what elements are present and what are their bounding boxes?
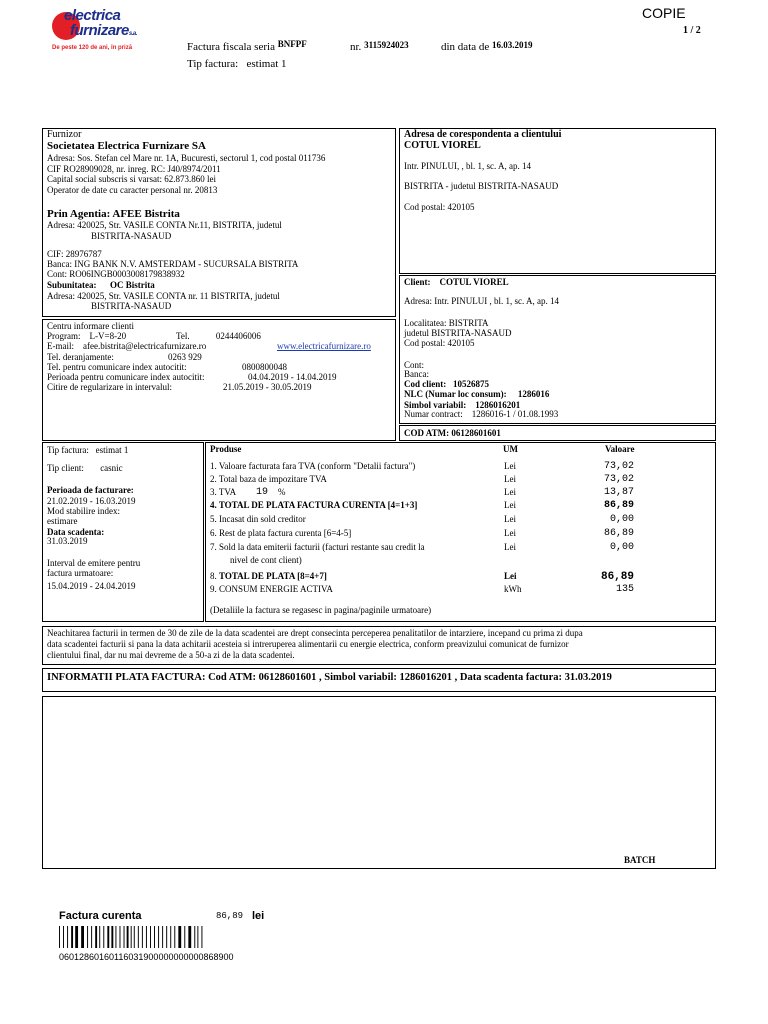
left-type-line <box>47 445 128 455</box>
email-line <box>47 341 206 351</box>
product-value: 73,02 <box>603 474 634 485</box>
logo-tagline: De peste 120 de ani, în priză <box>52 45 133 51</box>
client-locality: Localitatea: BISTRITA <box>404 318 489 328</box>
period-label: Perioada de facturare: <box>47 485 134 495</box>
product-value: 0,00 <box>609 542 634 553</box>
payment-barcode <box>59 926 266 948</box>
product-um: Lei <box>504 474 516 484</box>
client-code-line <box>404 379 489 389</box>
product-row <box>210 514 710 527</box>
invoice-header-line <box>187 41 307 54</box>
product-value: 0,00 <box>609 514 634 525</box>
client-code-label: Cod client: <box>404 379 447 389</box>
left-type-value: estimat 1 <box>95 445 129 455</box>
product-value: 135 <box>615 584 634 595</box>
product-um: Lei <box>504 487 516 497</box>
atm-line <box>404 428 501 438</box>
client-address: Adresa: Intr. PINULUI , bl. 1, sc. A, ap. 14 <box>404 296 559 306</box>
invoice-date-label: din data de <box>441 41 490 53</box>
product-label: 6. Rest de plata factura curenta [6=4-5] <box>210 528 352 538</box>
product-value: 13,87 <box>603 487 634 498</box>
contract-value: 1286016-1 / 01.08.1993 <box>471 409 559 419</box>
correspondence-postal: Cod postal: 420105 <box>404 202 475 212</box>
agency-bank: Banca: ING BANK N.V. AMSTERDAM - SUCURSALA BISTRITA <box>47 259 299 269</box>
products-header-produse: Produse <box>210 444 242 454</box>
nlc-line <box>404 389 549 399</box>
next-interval-label-2: factura urmatoare: <box>47 568 114 578</box>
client-line <box>404 277 509 287</box>
correspondence-name: COTUL VIOREL <box>404 140 481 151</box>
agency-name: Prin Agentia: AFEE Bistrita <box>47 208 180 220</box>
payment-info: INFORMATII PLATA FACTURA: Cod ATM: 06128601601 , Simbol variabil: 1286016201 , Data scadenta factura: 31.03.2019 <box>47 672 612 683</box>
product-row <box>210 584 710 597</box>
tva-rate: 19 <box>256 487 269 498</box>
invoice-type: estimat 1 <box>246 58 287 70</box>
index-mode-label: Mod stabilire index: <box>47 506 120 516</box>
invoice-date-line <box>441 41 533 54</box>
subunit-label: Subunitatea: <box>47 280 97 290</box>
product-row <box>210 500 710 513</box>
regularization-value: 21.05.2019 - 30.05.2019 <box>223 382 312 392</box>
autocitit-tel-label: Tel. pentru comunicare index autocitit: <box>47 362 187 372</box>
nlc-label: NLC (Numar loc consum): <box>404 389 507 399</box>
client-type-value: casnic <box>100 463 123 473</box>
website-link[interactable]: www.electricafurnizare.ro <box>277 341 371 351</box>
product-label: 8. <box>210 571 217 581</box>
next-interval-value: 15.04.2019 - 24.04.2019 <box>47 581 136 591</box>
agency-address-2: BISTRITA-NASAUD <box>91 231 172 241</box>
email-label: E-mail: <box>47 341 74 351</box>
products-header-um: UM <box>503 444 518 454</box>
warning-line-2: data scadentei facturii si pana la data achitarii acesteia si intreruperea alimentarii cu energie electrica, conform preavizului comunicat de furnizor <box>47 639 569 649</box>
subunit-address-2: BISTRITA-NASAUD <box>91 301 172 311</box>
client-county: judetul BISTRITA-NASAUD <box>404 328 512 338</box>
warning-line-3: clientului final, dar nu mai devreme de a 50-a zi de la data scadentei. <box>47 650 295 660</box>
tva-percent: % <box>278 487 286 497</box>
product-label: 4. TOTAL DE PLATA FACTURA CURENTA [4=1+3] <box>210 500 418 510</box>
client-name: COTUL VIOREL <box>439 277 509 287</box>
simbol-label: Simbol variabil: <box>404 400 467 410</box>
batch-label: BATCH <box>624 855 656 865</box>
logo-line-2: furnizare <box>70 22 129 39</box>
product-row <box>210 461 710 474</box>
invoice-type-label: Tip factura: <box>187 58 239 70</box>
tel-line <box>176 331 261 341</box>
contract-label: Numar contract: <box>404 409 463 419</box>
autocitit-period-label: Perioada pentru comunicare index autocitit: <box>47 372 205 382</box>
fault-tel-label: Tel. deranjamente: <box>47 352 114 362</box>
supplier-cif: CIF RO28909028, nr. inreg. RC: J40/8974/2011 <box>47 164 221 174</box>
product-label-bold: TOTAL DE PLATA [8=4+7] <box>219 571 327 581</box>
logo-sa: s.a. <box>128 31 137 37</box>
invoice-series: BNFPF <box>277 39 307 49</box>
page-number: 1 / 2 <box>683 25 701 36</box>
index-mode-value: estimare <box>47 516 78 526</box>
product-label: 5. Incasat din sold creditor <box>210 514 306 524</box>
product-row <box>210 487 710 500</box>
product-row <box>210 474 710 487</box>
product-label: 1. Valoare facturata fara TVA (conform "Detalii factura") <box>210 461 416 471</box>
product-row <box>210 528 710 541</box>
product-row <box>210 542 710 568</box>
due-value: 31.03.2019 <box>47 536 88 546</box>
regularization-label: Citire de regularizare in intervalul: <box>47 382 172 392</box>
logo-wordmark <box>64 8 137 42</box>
correspondence-city: BISTRITA - judetul BISTRITA-NASAUD <box>404 181 559 191</box>
client-code: 10526875 <box>453 379 489 389</box>
batch-box <box>42 696 716 869</box>
invoice-nr-label: nr. <box>350 41 362 53</box>
product-um: Lei <box>504 500 516 510</box>
client-cont: Cont: <box>404 360 425 370</box>
warning-line-1: Neachitarea facturii in termen de 30 de zile de la data scadentei are drept consecinta perceperea penalitatilor de intarziere, incepand cu prima zi dupa <box>47 628 583 638</box>
product-value: 86,89 <box>600 571 634 583</box>
product-label: 3. TVA <box>210 487 237 497</box>
agency-account: Cont: RO06INGB0003008179838932 <box>47 269 185 279</box>
subunit-address-1: Adresa: 420025, Str. VASILE CONTA nr. 11 BISTRITA, judetul <box>47 291 280 301</box>
tel-label: Tel. <box>176 331 190 341</box>
agency-cif: CIF: 28976787 <box>47 249 102 259</box>
client-postal: Cod postal: 420105 <box>404 338 475 348</box>
nlc-value: 1286016 <box>517 389 550 399</box>
correspondence-address: Intr. PINULUI, , bl. 1, sc. A, ap. 14 <box>404 161 531 171</box>
contract-line <box>404 409 558 419</box>
invoice-series-label: Factura fiscala seria <box>187 41 275 53</box>
product-um: kWh <box>504 584 522 594</box>
product-um: Lei <box>504 571 517 581</box>
next-interval-label-1: Interval de emitere pentru <box>47 558 141 568</box>
info-center-title: Centru informare clienti <box>47 321 134 331</box>
product-row <box>210 571 710 584</box>
product-value: 73,02 <box>603 461 634 472</box>
invoice-nr: 3115924023 <box>364 40 409 50</box>
simbol-value: 1286016201 <box>475 400 521 410</box>
fault-tel-value: 0263 929 <box>168 352 202 362</box>
invoice-type-line <box>187 58 287 71</box>
product-um: Lei <box>504 514 516 524</box>
atm-label: COD ATM: <box>404 428 450 438</box>
barcode-number: 06012860160116031900000000000868900 <box>59 952 234 962</box>
copy-label: COPIE <box>642 5 686 21</box>
supplier-capital: Capital social subscris si varsat: 62.873.860 lei <box>47 174 216 184</box>
product-label-continued: nivel de cont client) <box>230 555 302 565</box>
product-um: Lei <box>504 528 516 538</box>
program-value: L-V=8-20 <box>89 331 127 341</box>
product-label: 2. Total baza de impozitare TVA <box>210 474 327 484</box>
client-type-line <box>47 463 123 473</box>
invoice-number-line <box>350 41 409 54</box>
product-um: Lei <box>504 461 516 471</box>
due-label: Data scadenta: <box>47 527 105 537</box>
program-line <box>47 331 126 341</box>
left-type-label: Tip factura: <box>47 445 89 455</box>
product-value: 86,89 <box>603 528 634 539</box>
products-note: (Detaliile la factura se regasesc in pagina/paginile urmatoare) <box>210 605 432 615</box>
logo-line-1: electrica <box>64 7 121 24</box>
product-label: 7. Sold la data emiterii facturii (facturi restante sau credit la <box>210 542 425 552</box>
agency-address-1: Adresa: 420025, Str. VASILE CONTA Nr.11, BISTRITA, judetul <box>47 220 282 230</box>
supplier-address: Adresa: Sos. Stefan cel Mare nr. 1A, Bucuresti, sectorul 1, cod postal 011736 <box>47 153 326 163</box>
correspondence-title: Adresa de corespondenta a clientului <box>404 129 562 140</box>
current-invoice-label: Factura curenta <box>59 910 142 922</box>
client-label: Client: <box>404 277 431 287</box>
invoice-date: 16.03.2019 <box>492 40 533 50</box>
supplier-section-label: Furnizor <box>47 129 82 140</box>
atm-value: 06128601601 <box>451 428 501 438</box>
client-type-label: Tip client: <box>47 463 84 473</box>
product-label: 9. CONSUM ENERGIE ACTIVA <box>210 584 333 594</box>
autocitit-period-value: 04.04.2019 - 14.04.2019 <box>248 372 337 382</box>
program-label: Program: <box>47 331 81 341</box>
client-banca: Banca: <box>404 369 429 379</box>
product-value: 86,89 <box>603 500 634 511</box>
product-um: Lei <box>504 542 516 552</box>
autocitit-tel-value: 0800800048 <box>242 362 287 372</box>
supplier-name: Societatea Electrica Furnizare SA <box>47 140 206 152</box>
subunit-line <box>47 280 155 290</box>
supplier-operator: Operator de date cu caracter personal nr. 20813 <box>47 185 218 195</box>
period-value: 21.02.2019 - 16.03.2019 <box>47 496 136 506</box>
products-header-valoare: Valoare <box>605 444 635 454</box>
tel-value: 0244406006 <box>215 331 261 341</box>
current-invoice-currency: lei <box>252 910 265 922</box>
current-invoice-amount: 86,89 <box>216 911 244 921</box>
email-value[interactable]: afee.bistrita@electricafurnizare.ro <box>83 341 207 351</box>
subunit-name: OC Bistrita <box>110 280 155 290</box>
